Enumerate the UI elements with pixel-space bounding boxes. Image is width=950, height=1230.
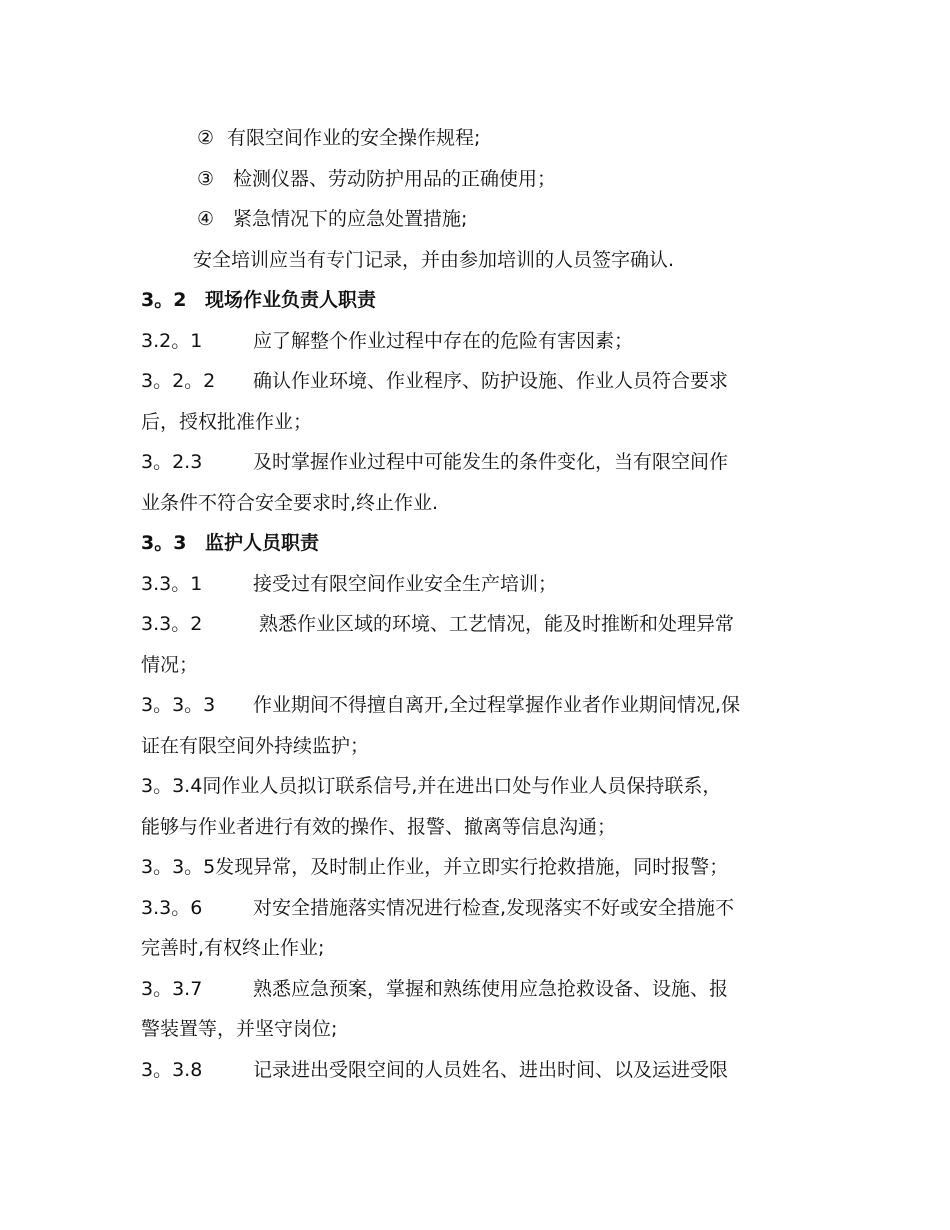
clause-number: 3.3。1 <box>141 572 203 595</box>
list-item-text: 有限空间作业的安全操作规程; <box>227 127 481 149</box>
clause-line <box>141 361 813 402</box>
list-item-marker: ③ <box>197 167 215 190</box>
clause-number: 3。3.4 <box>141 775 203 797</box>
clause-number: 3。2。2 <box>141 370 216 392</box>
clause-line <box>141 847 813 888</box>
section-title: 监护人员职责 <box>205 532 320 554</box>
clause-number: 3。3.7 <box>141 977 203 1000</box>
clause-continuation: 情况； <box>141 653 199 676</box>
clause-line <box>141 888 813 929</box>
clause-text: 应了解整个作业过程中存在的危险有害因素； <box>253 329 634 352</box>
clause-number: 3。3。3 <box>141 694 216 716</box>
clause-line <box>141 766 813 807</box>
clause-line <box>141 1050 813 1091</box>
clause-continuation: 证在有限空间外持续监护； <box>141 734 370 757</box>
clause-text: 确认作业环境、作业程序、防护设施、作业人员符合要求 <box>253 370 729 392</box>
section-number: 3。3 <box>141 532 187 554</box>
clause-continuation: 能够与作业者进行有效的操作、报警、撤离等信息沟通； <box>141 815 617 838</box>
training-note: 安全培训应当有专门记录，并由参加培训的人员签字确认. <box>193 248 675 271</box>
clause-line <box>141 685 813 726</box>
clause-continuation: 完善时,有权终止作业; <box>141 937 325 959</box>
list-item-text: 检测仪器、劳动防护用品的正确使用； <box>227 167 557 190</box>
clause-number: 3。3。5 <box>141 856 216 878</box>
clause-continuation: 警装置等，并坚守岗位; <box>141 1018 338 1040</box>
clause-text: 熟悉应急预案，掌握和熟练使用应急抢救设备、设施、报 <box>253 977 729 1000</box>
clause-line <box>141 442 813 483</box>
clause-line <box>141 321 813 362</box>
clause-text: 及时掌握作业过程中可能发生的条件变化，当有限空间作 <box>253 451 729 473</box>
clause-text: 对安全措施落实情况进行检查,发现落实不好或安全措施不 <box>253 896 735 919</box>
clause-number: 3。2.3 <box>141 451 203 473</box>
clause-number: 3.2。1 <box>141 329 203 352</box>
section-title: 现场作业负责人职责 <box>205 289 377 311</box>
list-item-marker: ④ <box>197 208 215 230</box>
section-heading <box>141 280 813 321</box>
clause-number: 3。3.8 <box>141 1058 203 1081</box>
section-number: 3。2 <box>141 289 187 311</box>
clause-text: 熟悉作业区域的环境、工艺情况，能及时推断和处理异常 <box>253 613 735 635</box>
list-item-text: 紧急情况下的应急处置措施; <box>227 208 468 230</box>
clause-text: 同作业人员拟订联系信号,并在进出口处与作业人员保持联系， <box>202 775 722 797</box>
clause-continuation: 业条件不符合安全要求时,终止作业. <box>141 491 439 514</box>
clause-line <box>141 604 813 645</box>
list-item <box>141 199 813 240</box>
clause-continuation: 后，授权批准作业； <box>141 410 313 433</box>
clause-number: 3.3。6 <box>141 896 203 919</box>
clause-text: 记录进出受限空间的人员姓名、进出时间、以及运进受限 <box>253 1058 729 1081</box>
section-heading <box>141 523 813 564</box>
clause-text: 作业期间不得擅自离开,全过程掌握作业者作业期间情况,保 <box>253 694 741 716</box>
list-item-marker: ② <box>197 127 215 149</box>
list-item <box>141 159 813 200</box>
clause-text: 接受过有限空间作业安全生产培训； <box>253 572 558 595</box>
document-body <box>141 118 813 1090</box>
clause-text: 发现异常，及时制止作业，并立即实行抢救措施，同时报警； <box>215 856 729 878</box>
clause-line <box>141 969 813 1010</box>
list-item <box>141 118 813 159</box>
clause-line <box>141 564 813 605</box>
clause-number: 3.3。2 <box>141 613 203 635</box>
